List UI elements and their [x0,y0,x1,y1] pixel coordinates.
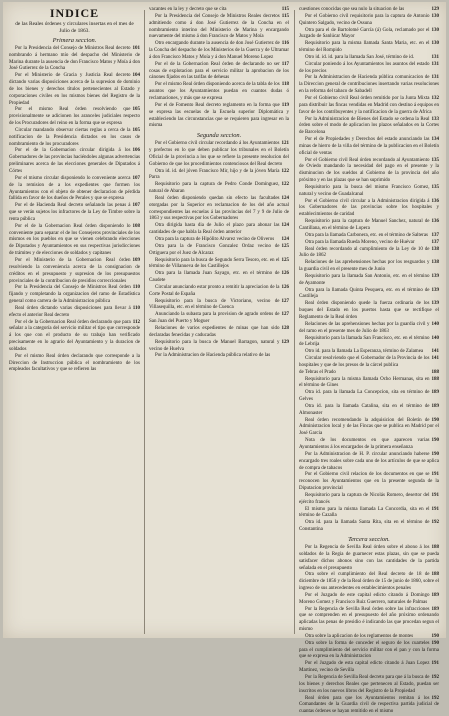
index-entry [299,199,439,220]
entry-text: Otra id. id. del jóven Francisco Mir, hijo y de la jóven María Parra [149,168,280,181]
index-entry [299,377,439,391]
entry-page-number: 131 [431,75,439,81]
index-entry [149,299,289,313]
entry-page-number: 190 [431,451,439,457]
index-entry [299,260,439,274]
index-entry [299,219,439,233]
entry-text: Requisitorio para la misma llamada Ocho Hermanas, sita en el término de Gines [299,376,430,389]
entry-text: Por el Ministerio de Gracia y Justicia Real decreto dictando varias disposiciones acerca de la supresion de dominio de los bienes y derechos títulos pertenecientes al Estado y corporaciones civiles en los mismos bienes del Registro de la Propiedad [9,73,140,106]
entry-page-number: 118 [281,82,289,88]
entry-text: Circular resolviendo que el Gobernador de la Provincia de los hospitales y que de los presos de la cárcel publica [299,356,430,368]
entry-page-number: 124 [281,223,289,229]
entry-text: Relaciones de las aprehensiones hechas por la guardia civil y del ramo en el presente mes de Julio de 1863 [299,321,430,334]
entry-text: Por la Regencia de Sevilla Real decreto para que á la busca de los bienes y derechos Reales que pertenecen al Estado, puedan ser inscritos en los nuevos libros del Registro de la Propiedad [299,675,439,694]
index-title: INDICE [49,6,100,20]
entry-page-number: 112 [132,319,140,325]
entry-text: Real órden recordando al cumplimiento de la Ley de 10 de Julio de 1862 [299,246,430,259]
index-entry [149,312,289,326]
index-entry [149,196,289,223]
entry-text: Anunciando la subasta para la provision de agrado ordens de San Juan del Puerto y Moguer [149,312,280,325]
entry-text: Otra dirigida hasta dia de Julio el plazo para abonar las cantidades de que habla la Real órden anterior [149,223,280,236]
entry-page-number: 105 [132,127,140,133]
entry-page-number: 104 [132,73,140,79]
entry-page-number: 125 [281,243,289,249]
entry-page-number: 101 [132,45,140,51]
entry-text: Por el Gobierno civil relacion de los documentos en que se reconocen los Ayuntamientos que en la presente segunda de la Diputacion provincial [299,472,439,492]
entry-list [149,141,289,360]
index-entry [299,96,439,117]
entry-page-number: 135 [431,157,439,163]
entry-page-number: 105 [132,107,140,113]
entry-text: Requisitorio para la misma llamada Santa Maria, etc. en el término del Rompido [299,41,430,54]
entry-page-number: 122 [281,182,289,188]
entry-list [299,7,439,370]
entry-page-number: 190 [431,633,439,639]
entry-text: Por el de Propiedades y Derechos del estado anunciando las minas de hierro de la villa del término de la publicacion en el Boletín oficial de ventas [299,137,439,156]
entry-text: Por el Gobierno civil requisitorio para la captura de Antonio Quintero Salgado, vecino de Ossuna [299,13,430,26]
index-entry [299,493,439,507]
entry-page-number: 190 [431,438,439,444]
index-entry [149,62,289,83]
index-entry [299,404,439,418]
entry-page-number: 137 [431,239,439,245]
entry-text: Por el Juzgado de este capital edicto citando á Domingo Moreno Gomez y Francisco Ruiz Guerrero, naturales de Palmas [299,592,430,605]
section-heading-second: Segunda seccion. [196,132,242,140]
index-entry [149,353,289,360]
index-entry [299,247,439,261]
entry-text: Por el Ministerio de la Gobernacion Real órden resolviendo la conveniencia acerca de la consignacion de créditos en el presupuesto y supresion de los presupuestos provinciales de la contribucion de presidios correccionales [9,257,140,284]
entry-page-number: 141 [431,349,439,355]
entry-text: Otra para el de Bartolomé García (á) Gola, reclamado por el Juzgado de Sanlúcar Mayor [299,27,430,40]
entry-text: Requisitorio para la captura de Manuel Sanchez, natural de Cantillana, en el término de Lopera [299,219,430,231]
entry-page-number: 188 [431,376,439,382]
entry-text: Por la Administracion de Hacienda pública comunicacion de la Direccion general de contribuciones insertando varias resoluciones en la reforma del tabaco de Sabadell [299,75,439,95]
entry-list [149,7,289,130]
entry-text: Requisitorio para la llamada San Antonio, etc. en el término de Ayamonte [299,273,430,286]
index-entry [299,641,439,662]
index-entry [299,7,439,14]
entry-text: Otra para la llamada Carbonera, etc. en el término de Salteras [305,232,428,238]
entry-text: Por el de la Gobernacion Real órden disponiendo lo conveniente para separar el de los Consejeros provinciales de los mismos en los pueblos en que se vienen celebrando elecciones de Diputados y Ayuntamientos en sus respectivas jurisdicciones de trámites y de elecciones de soldados y capitanes [9,223,140,257]
entry-text: El mismo para la misma llamada La Concordia, sita en el término de Cazalla [299,506,430,519]
entry-text: Por el de la Gobernacion circular dirigida á los Gobernadores de las provincias haciéndoles algunas advertencias preliminares acerca de las elecciones generales de Diputados á Córtes [9,148,140,174]
entry-page-number: 189 [431,403,439,409]
index-entry [299,240,439,247]
index-entry [299,607,439,634]
entry-text: Otra para la de Francisco Gonzalez Ordaz vecino de Ortiguera por el Juez de Alcaraz [149,243,280,256]
index-entry [9,320,140,354]
column-divider [294,10,295,634]
entry-text: Por la Regencia de Sevilla Real órden sobre el abono á los soldados de la Regia de guarnecer estas plazas, sin que se pueda satisfacer dichos abonos sino con las cantidades de la partida señalada en el presupuesto [299,544,439,571]
index-entry [149,237,289,244]
column-2 [149,7,289,635]
entry-page-number: 110 [132,285,140,291]
entry-page-number: 137 [431,232,439,238]
index-entry [149,223,289,237]
index-entry [149,41,289,62]
entry-text: Por el Juzgado de esta capital edicto citando á Juan Lopez Martinez, vecino de Sevilla [299,661,430,674]
entry-list [9,46,140,375]
index-entry [299,370,439,377]
index-entry [149,326,289,340]
entry-text: Por el Gobierno civil circular a la Administracion dirigida á los Gobernadores de las provincias sobre los hospitales y establecimientos de caridad [299,198,439,218]
entry-page-number: 107 [132,203,140,209]
entry-page-number: 129 [431,7,439,12]
index-entry [149,340,289,354]
entry-page-number: 130 [431,27,439,33]
entry-text: Real órden para que los Ayuntamientos remitan á los Comandantes de la Guardia civil de respectiva partida judicial de cuantas órdenes se hayan remitido en el mismo [299,695,439,715]
entry-text: Por el de Hacienda Real decreto señalando las penas á que se verán sujetos los infractores de la Ley de Timbre sobre la renta pública [9,203,140,222]
entry-text: Relaciones de las aprehensiones hechas por los resguardos y la guardia civil en el presente mes de Junio [299,260,430,273]
entry-page-number: 128 [281,325,289,331]
index-entry [299,336,439,350]
entry-page-number: 190 [431,640,439,646]
entry-page-number: 139 [431,287,439,293]
index-entry [9,354,140,375]
index-subtitle: de las Reales órdenes y circulares insertas en el mes de Julio de 1863. [15,21,134,34]
entry-text: Por el mismo Real órden resolviendo que provisionalmente se adicionen los aranceles judiciales respecto de los Procuradores del reino en la forma que se expresa [9,107,140,127]
entry-page-number: 131 [431,61,439,67]
index-entry [9,258,140,285]
entry-page-number: 188 [431,572,439,578]
entry-page-number: 192 [431,675,439,680]
index-entry [299,452,439,473]
entry-text: Por el Gobierno civil Real órden remitido por la Junta Mixta para distribuir las fincas vendidas en Madrid con destino á equipos en favor de los contribuyentes y la notificacion de la guerra de Africa [299,95,439,115]
entry-page-number: 108 [132,223,140,229]
section-heading-third: Tercera seccion. [348,535,390,543]
entry-page-number: 189 [431,390,439,396]
entry-page-number: 136 [431,198,439,204]
entry-list [299,370,439,534]
entry-text: Real órden disponiendo quede la fuerza ordinaria de los buques del Estado en los puertos hasta que se rectifique el Reglamento de la Real órden [299,301,439,320]
entry-page-number: 129 [281,339,289,345]
entry-page-number: 192 [431,695,439,701]
entry-text: de Tebras el Prado [299,369,336,375]
column-divider [144,10,145,634]
entry-page-number: 127 [281,312,289,318]
entry-page-number: 140 [431,335,439,341]
entry-text: Otro id. id. id. para la llamada San José, término de id. [305,54,415,60]
entry-page-number: 188 [431,369,439,375]
entry-page-number: 189 [431,606,439,612]
index-entry [299,28,439,42]
entry-text: Circular anunciando estar pronto a remitir la apreciacion de la Corte Postal de España [149,284,280,297]
entry-text: Por el mismo circular disponiendo lo conveniente acerca de la remision de a los expedientes que formen los Ayuntamientos con el objeto de obtener declaracion de pérdida fallida en favor de los dueños de Perales y que se expresa [9,175,140,202]
entry-page-number: 136 [431,219,439,225]
entry-page-number: 141 [431,356,439,362]
index-entry [299,55,439,62]
index-entry [299,185,439,199]
entry-page-number: 131 [431,54,439,60]
entry-page-number: 135 [431,184,439,190]
entry-text: Por el de la Gobernacion Real órden declarando que para señalar a la categoría del servicio militar el tipo que corresponde á los que con el producto de su trabajo han verificado precisamente en lo agrario del Ayuntamiento y la duracion de soldados [9,319,140,352]
index-entry [299,696,439,716]
entry-page-number: 132 [431,95,439,101]
entry-page-number: 192 [431,520,439,526]
entry-page-number: 121 [281,141,289,147]
entry-text: Otra sobre la aplicacion de los reglamentos de montes [305,633,414,639]
index-entry [149,244,289,258]
entry-page-number: 107 [132,175,140,181]
entry-page-number: 139 [431,301,439,307]
index-entry [299,288,439,302]
index-entry [9,148,140,175]
index-entry [299,545,439,572]
entry-text: cuestiones conocidas que sea nulo la situacion de las [299,7,405,12]
entry-text: Otra para la llamada Rueda Moreno, vecino de Huévar [305,239,415,245]
entry-text: Requisitorio para la busca de Segundo Serra Tesoro, etc. en el término de Villanueva de los Castillejos [149,257,280,270]
entry-page-number: 140 [431,321,439,327]
index-entry [299,661,439,675]
entry-text: Real órden dictando varias disposiciones para llevar á efecto el anterior Real decreto [9,305,131,318]
entry-page-number: 130 [431,41,439,47]
index-entry [299,14,439,28]
entry-page-number: 127 [281,298,289,304]
index-entry [9,73,140,107]
index-entry [149,7,289,14]
index-entry [149,14,289,41]
section-heading-first: Primera seccion. [52,36,97,44]
index-entry [9,306,140,320]
entry-text: Otra id. para la llamada La Concepcion, sita en término de Gelves [299,390,430,403]
entry-text: Otra sobre la forma de conceder el seguro de los cuarteles para el cumplimiento del servicio militar con el pan y con la forma que se expresa en la Administracion [299,640,439,660]
entry-text: Otra sobre el cumplimiento del Real decreto de 18 de diciembre de 1856 y de la Real órden de 15 de junio de 1860, sobre el ingreso de sus antecedentes en establecimientos penales [299,572,439,592]
index-entry [299,75,439,96]
index-entry [299,274,439,288]
index-entry [299,675,439,696]
entry-text: Por la Presidencia del Consejo de Ministros Real decreto nombrando á hermano mío del despacho del Ministerio de Marina durante la ausencia de don Francisco Matos y Moía á don José Gutierrez de la Concha [9,45,140,72]
entry-page-number: 109 [132,257,140,263]
index-entry [149,258,289,272]
entry-text: Relaciones de varios expedientes de minas que han sido declaradas fenecidas y caducadas [149,325,280,338]
entry-page-number: 191 [431,506,439,512]
index-entry [299,507,439,521]
entry-text: Otra para la captura de Hipólito Alvarez vecino de Oliveros [155,237,275,242]
column-3 [299,7,439,715]
index-entry [149,141,289,168]
entry-page-number: 139 [431,273,439,279]
index-entry [149,82,289,103]
index-entry [9,203,140,224]
entry-page-number: 116 [281,41,289,47]
index-entry [299,356,439,370]
entry-page-number: 110 [132,305,140,311]
index-entry [299,349,439,356]
entry-page-number: 124 [281,237,289,242]
index-entry [299,301,439,322]
entry-text: Nota de los documentos en que aparecen varias Ayuntamientos á los encargados de la primera enseñanza [299,438,430,450]
index-entry [299,572,439,593]
index-entry [299,41,439,55]
index-entry [149,169,289,183]
index-entry [149,103,289,130]
entry-page-number: 189 [431,592,439,598]
index-entry [149,285,289,299]
entry-text: Otra id. para la llamada Santa Rita, sita en el término de Constantina [299,520,430,533]
entry-page-number: 130 [431,13,439,19]
entry-list [299,545,439,716]
column-1 [9,7,140,635]
entry-text: Por el mismo Real órden disponiendo acerca de la tabla de los asuntos que los Ayuntamientos puedan en cuantos dudas ó reclamaciones, y más que se expresa [149,82,289,101]
entry-text: Por el Gobierno civil Real órden recordando al Ayuntamiento de Oviedo mandando la necesidad del pago en el presente y la disminucion de los sueldos al Gobierno de la provincia del año próximo y en las plazas que se han suprimido [299,157,439,184]
index-entry [9,176,140,203]
entry-page-number: 138 [431,260,439,266]
entry-page-number: 122 [281,168,289,174]
entry-page-number: 115 [281,7,289,12]
entry-text: Por la Presidencia del Consejo de Ministros Real órden fijando y completando la organizacion del ramo de Estadística general como carrera de la Administracion pública [9,285,140,305]
entry-text: Requisitorio para la captura de Nicolás Romero, desertor del ejército francés [299,492,430,505]
entry-text: Requisitorio para la captura de Pedro Conde Domínguez, natural de Abaran [149,182,280,195]
index-entry [299,593,439,607]
entry-text: Por la Presidencia del Consejo de Ministros Reales decretos admitiendo como á don José Gutierrez de la Concha en el nombramiento interino del Ministerio de Marina y encargando nuevamente del mismo á don Francisco de Matos y Moía [149,13,289,40]
entry-text: Por la Administracion de Bienes del Estado se ordena la Real órden sobre el modo de aplicacion los plazos señalados en la Cortes de Barcelona [299,116,439,136]
entry-text: Circular mandando observar ciertas reglas a cerca de la notificacion de la Presidencia dictados en los casos de nombramiento de los procuradores [9,127,140,147]
index-entry [149,271,289,285]
entry-page-number: 138 [431,246,439,252]
entry-text: vacantes en la ley y decreto que se cita [149,7,227,12]
index-entry [299,137,439,158]
index-entry [9,46,140,73]
entry-text: Real órden disponiendo quedan sin efecto las facultades otorgadas por la Superior en reclamacion de los del año actual correspondientes las escuelas á las provincias del 7 y 9 de Julio de 1863 y sus respectivas por los Gobernadores [149,195,289,222]
entry-text: Por el de Fomento Real decreto reglamento en la forma que se expresa las escuelas de la Escuela superior Diplomática y estableciendo las circunstancias que se requieren para ingresar en la misma [149,102,289,129]
entry-text: Otra para la llamada Quinta Pesquera, etc. en el término de Castilleja [299,287,430,300]
entry-text: Por la Regencia de Sevilla Real órden sobre las infracciones que se comprenden en el presupuesto del año próximo ordenando aplicadas las penas de presidio é indicando las que procedan segun el mismo [299,606,439,633]
entry-page-number: 191 [431,472,439,478]
index-entry [299,117,439,138]
entry-page-number: 115 [281,13,289,19]
index-entry [299,390,439,404]
entry-page-number: 188 [431,544,439,550]
index-entry [299,634,439,641]
entry-page-number: 125 [281,257,289,263]
entry-text: Por el Gobierno civil circular recordando á los Ayuntamientos y prefectos en lo que deben publicar los tribunales en el Boletín Oficial de la provincia a los que se refiere la presente resolucion del Gobierno de que los procedimientos contenciosos del Real decreto [149,141,289,167]
index-entry [299,158,439,185]
entry-page-number: 126 [281,271,289,277]
index-entry [299,438,439,452]
index-page [3,2,446,715]
entry-text: Requisitorio para la llamada San Francisco, etc. en el término de Lebrija [299,335,430,348]
entry-page-number: 133 [431,116,439,122]
entry-page-number: 191 [431,492,439,498]
entry-page-number: 126 [281,284,289,290]
index-entry [9,107,140,128]
entry-text: Requisitorio para la busca de Victoriano, vecino de Villasequilla, etc. en el término de Cuenca [149,298,280,311]
index-entry [299,472,439,493]
entry-text: Por el de la Gobernacion Real órden de declarando no ser cosas de explotacion para el servicio militar la aprobacion de los cánones fijados en las tarifas de dehesas [149,61,289,81]
entry-text: Circular poniendo á los Ayuntamientos los asuntos del estado de los precios [299,61,430,74]
entry-page-number: 117 [281,61,289,67]
entry-text: Otro encargando durante la ausencia de don José Gutierrez de la Concha del despacho de los Ministerios de la Guerra y de Ultramar á don Francisco Matos y Moía y á don Manuel Moreno Lopez [149,41,289,60]
index-entry [299,322,439,336]
index-entry [9,285,140,306]
index-entry [149,182,289,196]
index-entry [299,418,439,439]
entry-text: Requisitorio para la busca del mismo Francisco Gomez, natural y vecino de Guadalcanal [299,184,430,197]
index-entry [299,233,439,240]
entry-text: Otra id. para la llamada Catalina, sita en el término de Almonaster [299,403,430,416]
entry-page-number: 190 [431,417,439,423]
entry-text: Por la Administracion de Hacienda pública relativo de las [155,353,271,359]
entry-page-number: 191 [431,661,439,667]
index-entry [299,62,439,76]
entry-text: Otra para la llamada Juan Sayago, etc. en el término de Caudete [149,271,280,284]
entry-page-number: 124 [281,195,289,201]
entry-page-number: 106 [132,148,140,154]
entry-page-number: 119 [281,102,289,108]
entry-text: Otro id. para la llamada La Esperanza, término de Zalamea [305,349,424,355]
index-entry [9,128,140,149]
index-entry [299,520,439,534]
entry-page-number: 134 [431,137,439,143]
entry-text: Requisitorio para la busca de Manuel Barragon, natural y vecino de Huelva [149,339,280,352]
index-entry [9,224,140,258]
entry-text: Por el mismo Real órden declarando que corresponde a la Direccion de Instruccion pública el nombramiento de los empleados facultativos y que se refieren las [9,353,140,373]
entry-text: Por la Administracion de H. P. circular anunciando haberse encargado tres roales sobre cada uno de los artículos de que se aplica de compra de tabacos [299,451,439,471]
entry-text: Real órden recomendando la adquisicion del Boletín de Administracion local y de las Fincas que se publica en Madrid por el José Garcia [299,417,439,437]
